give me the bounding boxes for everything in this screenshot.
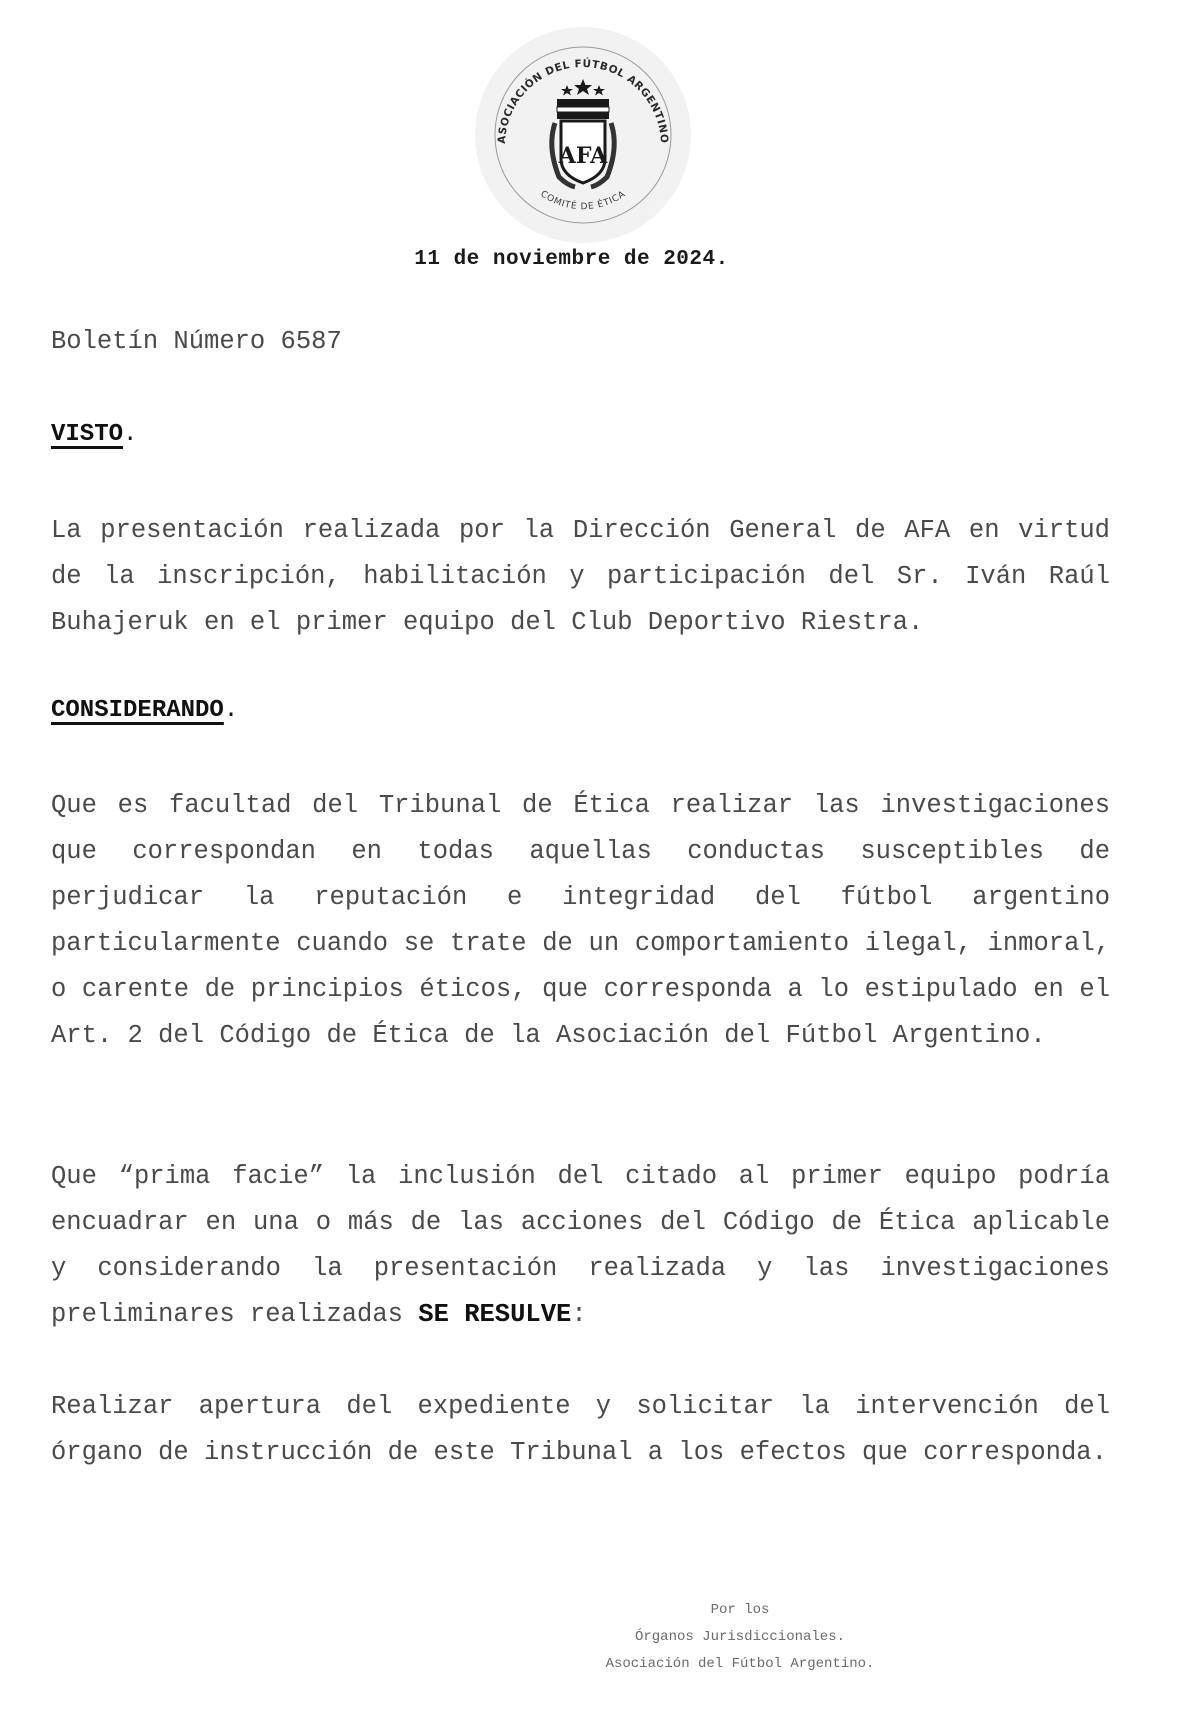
section-heading-considerando <box>51 697 1110 724</box>
afa-ethics-committee-logo <box>475 27 691 243</box>
svg-text:AFA: AFA <box>558 143 608 169</box>
document-date: 11 de noviembre de 2024. <box>414 248 729 271</box>
signature-line-3: Asociación del Fútbol Argentino. <box>605 1656 875 1672</box>
considerando-paragraph-1: Que es facultad del Tribunal de Ética realizar las investigaciones que correspondan en todas aquellas conductas susceptibles de perjudicar la reputación e integridad del fútbol argentino particularmente cuando se trate de un comportamiento ilegal, inmoral, o carente de principios éticos, que corresponda a lo estipulado en el Art. 2 del Código de Ética de la Asociación del Fútbol Argentino. <box>51 791 1110 1050</box>
svg-text:ASOCIACIÓN DEL FÚTBOL ARGENTIN: ASOCIACIÓN DEL FÚTBOL ARGENTINO <box>495 57 671 145</box>
se-resuelve-label: SE RESULVE <box>418 1300 572 1329</box>
visto-heading-label: VISTO <box>51 421 124 448</box>
signature-block <box>580 1597 900 1678</box>
visto-heading-suffix: . <box>123 421 138 448</box>
bulletin-number: Boletín Número 6587 <box>51 327 342 356</box>
section-heading-visto <box>51 421 1110 448</box>
se-resuelve-suffix: : <box>571 1300 587 1329</box>
considerando-paragraph-2-text: Que “prima facie” la inclusión del citado al primer equipo podría encuadrar en una o más de las acciones del Código de Ética aplicable y considerando la presentación realizada y las investigaciones preliminares realizadas <box>51 1162 1110 1329</box>
considerando-paragraph-2 <box>51 1154 1110 1338</box>
resolution-paragraph: Realizar apertura del expediente y solicitar la intervención del órgano de instrucción de este Tribunal a los efectos que corresponda. <box>51 1392 1110 1467</box>
considerando-heading-suffix: . <box>223 697 239 724</box>
signature-line-1: Por los <box>710 1602 770 1618</box>
afa-crest-icon <box>475 27 691 243</box>
signature-line-2: Órganos Jurisdiccionales. <box>634 1629 846 1645</box>
svg-text:COMITÉ DE ÉTICA: COMITÉ DE ÉTICA <box>538 189 628 213</box>
visto-paragraph: La presentación realizada por la Dirección General de AFA en virtud de la inscripción, habilitación y participación del Sr. Iván Raúl Buhajeruk en el primer equipo del Club Deportivo Riestra. <box>51 516 1110 637</box>
considerando-heading-label: CONSIDERANDO <box>51 697 224 724</box>
